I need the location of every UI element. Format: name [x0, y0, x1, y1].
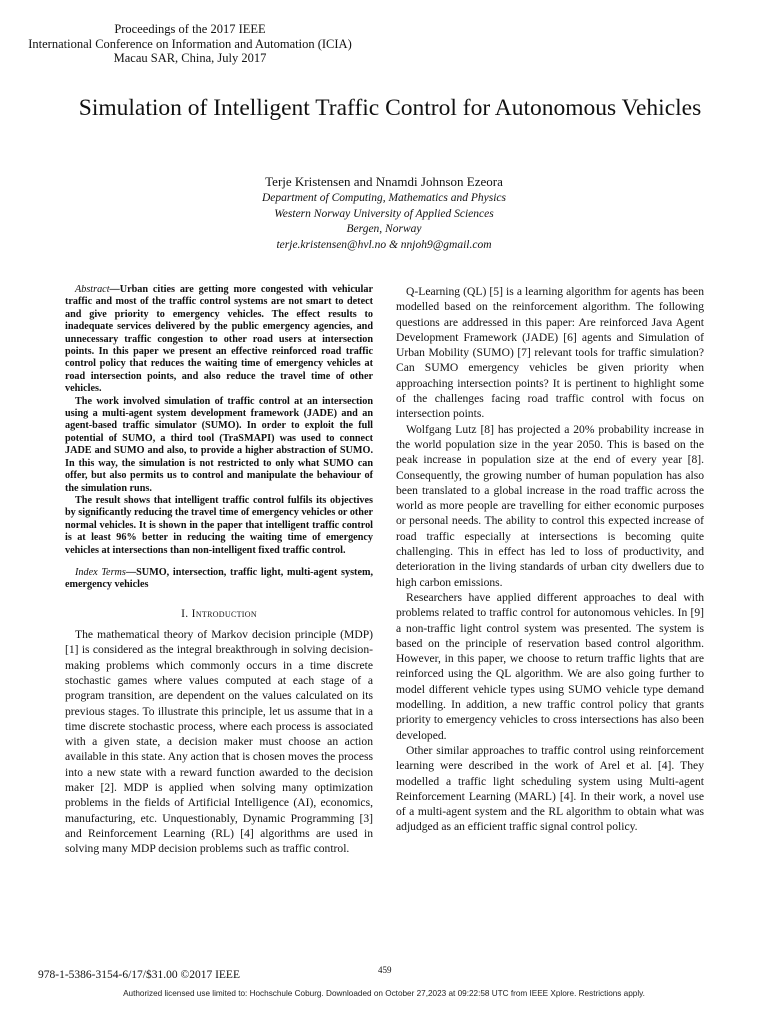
section-title: Introduction — [191, 606, 257, 620]
section-heading — [65, 606, 373, 621]
body-paragraph: Q-Learning (QL) [5] is a learning algorithm for agents has been modelled based on the reinforcement algorithm. The following questions are addressed in this paper: Are reinforced Java Agent Development Framework (JADE) [6] agents and Simulation of Urban Mobility (SUMO) [7] relevant tools for traffic simulation? Can SUMO emergency vehicles be given priority when approaching intersection points? It is pertinent to highlight some of the challenges facing road traffic control with focus on intersection points. — [396, 285, 704, 421]
section-number: I. — [181, 606, 192, 620]
body-paragraph: Researchers have applied different approaches to deal with problems related to traffic control for autonomous vehicles. In [9] a non-traffic light control system was presented. The system is based on the principle of reservation based control algorithm. However, in this paper, we choose to return traffic lights that are reinforced using the QL algorithm. We are also going further to model different vehicle types using SUMO vehicle type demand modelling. In addition, a new traffic control policy that grants priority to emergency vehicles to cross intersections has also been developed. — [396, 590, 704, 742]
abstract-paragraph: The work involved simulation of traffic control at an intersection using a multi-agent system development framework (JADE) and an agent-based traffic simulator (SUMO). In order to exploit the full potential of SUMO, a third tool (TraSMAPI) was used to connect JADE and SUMO and also, to provide a higher abstraction of SUMO. In this way, the simulation is not restricted to only what SUMO can offer, but also permits us to control and manipulate the behaviour of the simulation runs. — [65, 395, 373, 494]
conference-line: Macau SAR, China, July 2017 — [113, 51, 267, 65]
index-terms-text: SUMO, intersection, traffic light, multi-agent system, emergency vehicles — [65, 566, 373, 591]
abstract-label: Abstract — [75, 284, 110, 295]
affiliation-block — [0, 191, 768, 253]
abstract — [65, 284, 373, 557]
body-paragraph: Wolfgang Lutz [8] has projected a 20% probability increase in the world population size in the year 2050. This is based on the peak increase in population size at the end of every year [8]. Consequently, the growing number of human population has also been translated to a global increase in the road traffic across the world as more people are travelling for either economic purposes or personal needs. The ability to control this expected increase of road traffic especially at intersections is becoming quite challenging. This in effect has led to loss of productivity, and deterioration in the living standards of urban city dwellers due to high carbon emissions. — [396, 422, 704, 589]
index-terms — [65, 567, 373, 592]
affiliation-university: Western Norway University of Applied Sciences — [274, 207, 494, 220]
index-terms-dash: — — [125, 566, 137, 578]
abstract-text: Urban cities are getting more congested with vehicular traffic and most of the traffic control systems are not smart to detect and give priority to emergency vehicles. The effect results to inadequate services delivered by the public emergency agencies, and unnecessary traffic congestion to other road users at intersection points. In this paper we present an effective reinforced road traffic control policy that reduces the waiting time of emergency vehicles at road intersection points, and also reduce the travel time of other vehicles. — [65, 284, 373, 395]
body-paragraph: Other similar approaches to traffic control using reinforcement learning were described in the work of Arel et al. [4]. They modelled a traffic light scheduling system using Multi-agent Reinforcement Learning (MARL) [4]. In their work, a novel use of a multi-agent system and the RL algorithm to obtain what was adjudged as an efficient traffic signal control policy. — [396, 743, 704, 834]
body-paragraph: The mathematical theory of Markov decision principle (MDP) [1] is considered as the integral breakthrough in solving decision-making problems which commonly occurs in a time discrete stochastic games where values computed at each stage of a program transition, are dependent on the values calculated on its previous stages. To illustrate this principle, let us assume that in a time discrete stochastic process, where each process is associated with a given state, a decision maker must choose an action available in this state. Any action that is chosen moves the process into a new state with a reward function awarded to the decision maker [2]. MDP is applied when solving many optimization problems in the fields of Artificial Intelligence (AI), economics, manufacturing, etc. Unquestionably, Dynamic Programming [3] and Reinforcement Learning (RL) [4] algorithms are used in solving many MDP decision problems such as traffic control. — [65, 628, 373, 856]
conference-line: International Conference on Information and Automation (ICIA) — [28, 36, 352, 51]
author-names: Terje Kristensen and Nnamdi Johnson Ezeora — [265, 174, 503, 189]
abstract-paragraph: The result shows that intelligent traffic control fulfils its objectives by significantly reducing the travel time of emergency vehicles or other normal vehicles. It is shown in the paper that intelligent traffic control is at least 96% better in reducing the waiting time of emergency vehicles at intersections than non-intelligent fixed traffic control. — [65, 494, 374, 556]
conference-header — [10, 22, 370, 66]
index-terms-label: Index Terms — [75, 566, 126, 578]
author-emails: terje.kristensen@hvl.no & nnjoh9@gmail.com — [276, 238, 492, 251]
affiliation-location: Bergen, Norway — [346, 223, 422, 235]
isbn-copyright: 978-1-5386-3154-6/17/$31.00 ©2017 IEEE — [38, 969, 240, 981]
abstract-paragraph — [65, 284, 373, 396]
right-column — [396, 284, 704, 835]
page-number: 459 — [378, 965, 392, 975]
affiliation-department: Department of Computing, Mathematics and Physics — [261, 192, 507, 204]
abstract-dash: — — [109, 284, 120, 295]
conference-line: Proceedings of the 2017 IEEE — [114, 22, 266, 36]
license-notice: Authorized licensed use limited to: Hochschule Coburg. Downloaded on October 27,2023 at 09:22:58 UTC from IEEE Xplore. Restrictions apply. — [123, 989, 645, 998]
paper-title: Simulation of Intelligent Traffic Control for Autonomous Vehicles — [78, 95, 702, 121]
left-column — [65, 284, 373, 857]
